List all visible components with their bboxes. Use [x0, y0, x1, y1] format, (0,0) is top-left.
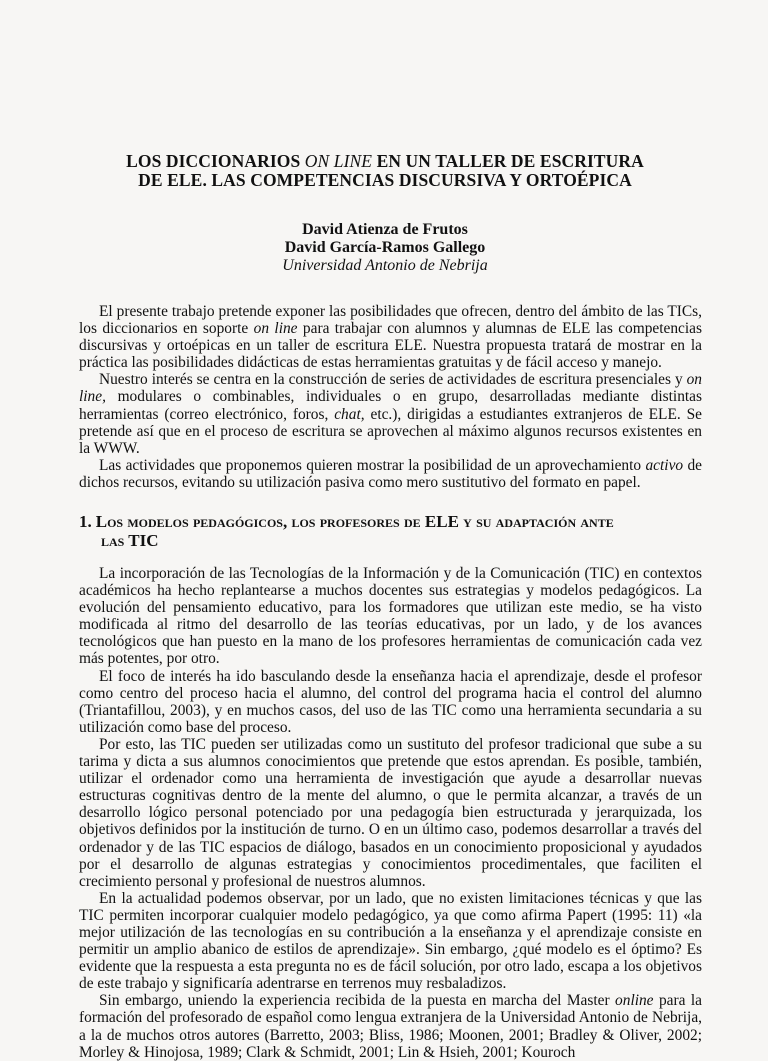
paragraph: La incorporación de las Tecnologías de la Información y de la Comunicación (TIC) en contextos académicos ha hecho replantearse a muchos docentes sus estrategias y modelos pedagógicos. La evolución del pensamiento educativo, para los formadores que utilizan este medio, se ha visto modificada al ritmo del desarrollo de las teorías educativas, por un lado, y de los avances tecnológicos que han puesto en la mano de los profesores herramientas de comunicación cada vez más potentes, por otro. [79, 565, 702, 668]
paragraph [79, 371, 702, 456]
paragraph [79, 303, 702, 371]
abstract-section [79, 303, 702, 491]
paragraph-text: para la formación del profesorado de español como lengua extranjera de la Universidad Antonio de Nebrija, a la de muchos otros autores (Barretto, 2003; Bliss, 1986; Moonen, 2001; Bradley & Oliver, 2002; Morley & Hinojosa, 1989; Clark & Schmidt, 2001; Lin & Hsieh, 2001; Kouroch [79, 992, 702, 1061]
section-heading-text: las TIC [101, 531, 159, 550]
paragraph: En la actualidad podemos observar, por un lado, que no existen limitaciones técnicas y que las TIC permiten incorporar cualquier modelo pedagógico, ya que como afirma Papert (1995: 11) «la mejor utilización de las tecnologías en su contribución a la enseñanza y el aprendizaje consiste en permitir un amplio abanico de estilos de aprendizaje». Sin embargo, ¿qué modelo es el óptimo? Es evidente que la respuesta a esta pregunta no es de fácil solución, por otro lado, escapa a los objetivos de este trabajo y significaría adentrarse en terrenos muy resbaladizos. [79, 889, 702, 993]
title-text: EN UN TALLER DE ESCRITURA [372, 151, 644, 171]
paragraph-text: modulares o combinables, individuales o en grupo, desarrolladas mediante distintas herramientas (correo electrónico, foros, [79, 388, 702, 423]
paragraph-text: Sin embargo, uniendo la experiencia recibida de la puesta en marcha del Master [99, 992, 616, 1010]
paragraph: Por esto, las TIC pueden ser utilizadas como un sustituto del profesor tradicional que sube a su tarima y dicta a sus alumnos conocimientos que pretende que estos aprendan. Es posible, también, utilizar el ordenador como una herramienta de investigación que ayude a desarrollar nuevas estructuras cognitivas dentro de la mente del alumno, o que le permita alcanzar, a través de un desarrollo lógico personal potenciado por una pedagogía bien estructurada y jerarquizada, los objetivos definidos por la institución de turno. O en un último caso, podemos desarrollar a través del ordenador y de las TIC espacios de diálogo, basados en un conocimiento proposicional y ayudados por el desarrollo de algunas estrategias y conocimientos procedimentales, que faciliten el crecimiento personal y profesional de nuestros alumnos. [79, 735, 702, 890]
author-name: David Atienza de Frutos [302, 221, 468, 238]
author-block [200, 221, 570, 275]
paper-title [90, 152, 680, 190]
paragraph-italic-text: on line [253, 320, 298, 338]
paragraph-italic-text: online [615, 992, 654, 1010]
paragraph-text: etc.), dirigidas a estudiantes extranjeros de ELE. Se pretende así que en el proceso de escritura se aprovechen al máximo algunos recursos existentes en la WWW. [79, 405, 702, 457]
paragraph [79, 457, 702, 491]
author-name: David García-Ramos Gallego [284, 239, 486, 256]
title-text: DE ELE. LAS COMPETENCIAS DISCURSIVA Y ORTOÉPICA [138, 170, 632, 190]
paragraph-text: Las actividades que proponemos quieren mostrar la posibilidad de un aprovechamiento [99, 456, 646, 474]
paragraph-italic-text: activo [645, 456, 684, 474]
paragraph-italic-text: chat, [334, 405, 365, 423]
title-text: LOS DICCIONARIOS [126, 151, 305, 171]
paragraph-text: para trabajar con alumnos y alumnas de ELE las competencias discursivas y ortoépicas en un taller de escritura ELE. Nuestra propuesta tratará de mostrar en la práctica las posibilidades didácticas de estas herramientas gratuitas y de fácil acceso y manejo. [79, 320, 702, 372]
paragraph-text: Nuestro interés se centra en la construcción de series de actividades de escritura presenciales y [99, 371, 687, 389]
section-heading-text: Los modelos pedagógicos, los profesores de ELE y su adaptación ante [95, 512, 614, 531]
section-number: 1. [79, 512, 92, 531]
paragraph: El foco de interés ha ido basculando desde la enseñanza hacia el aprendizaje, desde el profesor como centro del proceso hacia el alumno, del control del programa hacia el control del alumno (Triantafillou, 2003), y en muchos casos, del uso de las TIC como una herramienta secundaria a su utilización como base del proceso. [79, 667, 702, 736]
section-heading [79, 512, 709, 550]
paragraph-italic-text: on line, [79, 371, 702, 406]
section-body [79, 565, 702, 1061]
paragraph-text: El presente trabajo pretende exponer las posibilidades que ofrecen, dentro del ámbito de las TICs, los diccionarios en soporte [79, 303, 702, 338]
paragraph [79, 992, 702, 1060]
title-italic-text: ON LINE [304, 151, 373, 171]
author-affiliation: Universidad Antonio de Nebrija [282, 257, 488, 274]
paragraph-text: de dichos recursos, evitando su utilización pasiva como mero sustitutivo del formato en papel. [79, 456, 702, 491]
